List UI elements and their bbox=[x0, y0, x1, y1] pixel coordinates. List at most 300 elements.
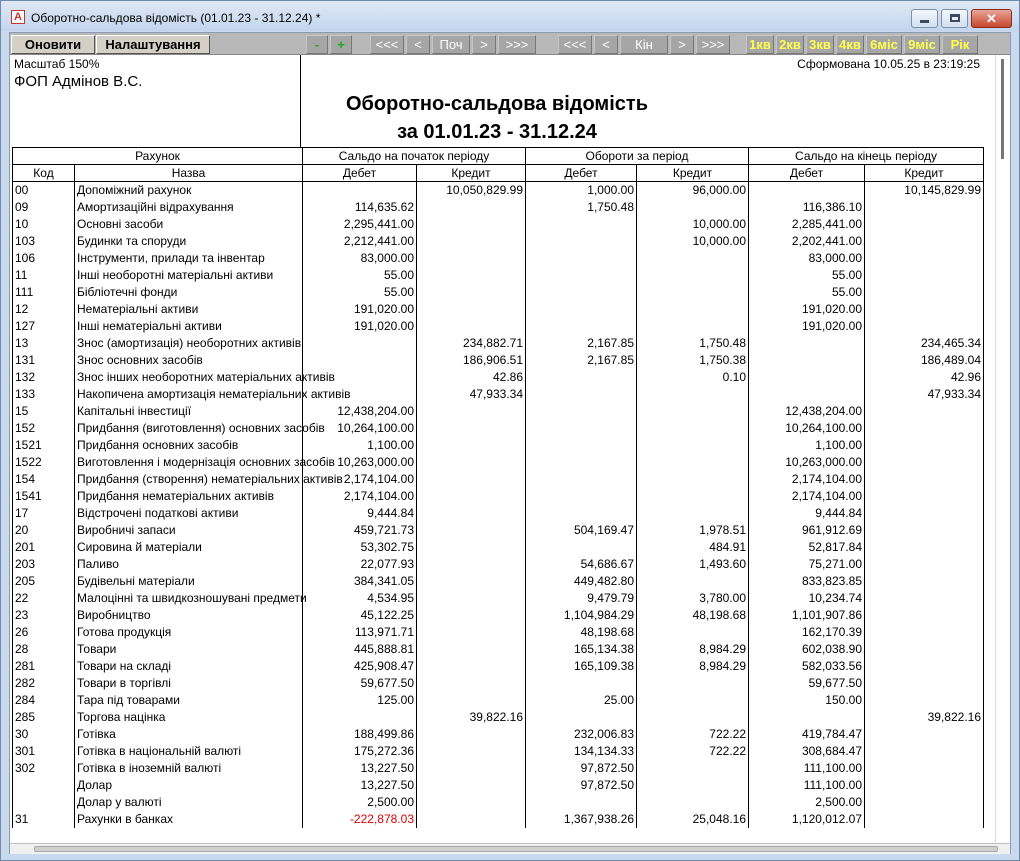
row-code-cell: 154 bbox=[13, 471, 75, 488]
turnover-debit-cell bbox=[526, 250, 637, 267]
row-code-cell: 302 bbox=[13, 760, 75, 777]
settings-button[interactable]: Налаштування bbox=[96, 35, 210, 54]
opening-credit-cell bbox=[417, 301, 526, 318]
opening-credit-cell bbox=[417, 403, 526, 420]
turnover-debit-cell: 134,134.33 bbox=[526, 743, 637, 760]
opening-credit-cell bbox=[417, 692, 526, 709]
opening-credit-cell bbox=[417, 267, 526, 284]
table-row[interactable] bbox=[13, 607, 984, 624]
turnover-credit-cell: 8,984.29 bbox=[637, 658, 749, 675]
turnover-credit-header: Кредит bbox=[637, 165, 749, 182]
closing-debit-cell: 1,120,012.07 bbox=[749, 811, 865, 828]
table-row[interactable] bbox=[13, 369, 984, 386]
opening-credit-cell: 47,933.34 bbox=[417, 386, 526, 403]
table-row[interactable] bbox=[13, 505, 984, 522]
table-row[interactable] bbox=[13, 216, 984, 233]
turnover-credit-cell bbox=[637, 318, 749, 335]
closing-credit-cell bbox=[865, 590, 984, 607]
row-code-cell: 31 bbox=[13, 811, 75, 828]
table-row[interactable] bbox=[13, 573, 984, 590]
closing-debit-cell: 191,020.00 bbox=[749, 301, 865, 318]
closing-credit-cell bbox=[865, 284, 984, 301]
turnover-credit-cell: 48,198.68 bbox=[637, 607, 749, 624]
turnover-debit-cell bbox=[526, 267, 637, 284]
closing-debit-cell: 111,100.00 bbox=[749, 777, 865, 794]
row-code-cell: 28 bbox=[13, 641, 75, 658]
table-row[interactable] bbox=[13, 794, 984, 811]
row-name-cell: Торгова націнка bbox=[75, 709, 303, 726]
closing-debit-cell: 2,202,441.00 bbox=[749, 233, 865, 250]
turnover-credit-cell: 0.10 bbox=[637, 369, 749, 386]
turnover-credit-cell bbox=[637, 403, 749, 420]
table-row[interactable] bbox=[13, 233, 984, 250]
turnover-debit-cell bbox=[526, 437, 637, 454]
opening-credit-cell bbox=[417, 556, 526, 573]
row-code-cell: 201 bbox=[13, 539, 75, 556]
table-row[interactable] bbox=[13, 658, 984, 675]
start-first-button[interactable]: <<< bbox=[370, 35, 404, 54]
turnover-debit-cell: 1,367,938.26 bbox=[526, 811, 637, 828]
opening-debit-cell bbox=[303, 182, 417, 199]
turnover-credit-cell bbox=[637, 675, 749, 692]
opening-credit-cell bbox=[417, 607, 526, 624]
turnover-debit-cell: 1,750.48 bbox=[526, 199, 637, 216]
opening-credit-cell bbox=[417, 743, 526, 760]
closing-credit-cell: 10,145,829.99 bbox=[865, 182, 984, 199]
opening-credit-header: Кредит bbox=[417, 165, 526, 182]
row-name-cell: Інструменти, прилади та інвентар bbox=[75, 250, 303, 267]
row-name-cell: Долар у валюті bbox=[75, 794, 303, 811]
refresh-button[interactable]: Оновити bbox=[11, 35, 95, 54]
closing-credit-cell: 47,933.34 bbox=[865, 386, 984, 403]
turnover-credit-cell bbox=[637, 301, 749, 318]
opening-debit-cell: 55.00 bbox=[303, 284, 417, 301]
opening-debit-cell bbox=[303, 709, 417, 726]
turnover-credit-cell bbox=[637, 284, 749, 301]
table-row[interactable] bbox=[13, 386, 984, 403]
turnover-debit-cell bbox=[526, 369, 637, 386]
turnover-credit-cell bbox=[637, 437, 749, 454]
row-code-cell: 281 bbox=[13, 658, 75, 675]
turnover-debit-cell: 165,109.38 bbox=[526, 658, 637, 675]
turnover-credit-cell bbox=[637, 420, 749, 437]
closing-credit-header: Кредит bbox=[865, 165, 984, 182]
table-row[interactable] bbox=[13, 420, 984, 437]
closing-debit-cell: 75,271.00 bbox=[749, 556, 865, 573]
turnover-credit-cell: 8,984.29 bbox=[637, 641, 749, 658]
end-first-button[interactable]: <<< bbox=[558, 35, 592, 54]
row-code-cell: 1541 bbox=[13, 488, 75, 505]
start-next-button[interactable]: > bbox=[472, 35, 496, 54]
turnover-debit-cell bbox=[526, 233, 637, 250]
closing-debit-cell: 10,263,000.00 bbox=[749, 454, 865, 471]
table-row[interactable] bbox=[13, 488, 984, 505]
end-prev-button[interactable]: < bbox=[594, 35, 618, 54]
opening-credit-cell: 10,050,829.99 bbox=[417, 182, 526, 199]
turnover-debit-cell: 1,000.00 bbox=[526, 182, 637, 199]
row-name-cell: Готівка в національній валюті bbox=[75, 743, 303, 760]
table-row[interactable] bbox=[13, 437, 984, 454]
row-name-cell: Нематеріальні активи bbox=[75, 301, 303, 318]
opening-debit-cell: 2,295,441.00 bbox=[303, 216, 417, 233]
table-row[interactable] bbox=[13, 284, 984, 301]
horizontal-scrollbar[interactable] bbox=[10, 843, 1010, 854]
turnover-credit-cell: 3,780.00 bbox=[637, 590, 749, 607]
row-name-cell: Виробництво bbox=[75, 607, 303, 624]
closing-debit-cell bbox=[749, 709, 865, 726]
turnover-credit-cell: 1,750.38 bbox=[637, 352, 749, 369]
row-code-cell: 152 bbox=[13, 420, 75, 437]
opening-credit-cell bbox=[417, 522, 526, 539]
end-last-button[interactable]: >>> bbox=[696, 35, 730, 54]
opening-debit-cell: 13,227.50 bbox=[303, 777, 417, 794]
closing-credit-cell bbox=[865, 454, 984, 471]
turnover-credit-cell: 96,000.00 bbox=[637, 182, 749, 199]
closing-debit-cell: 55.00 bbox=[749, 267, 865, 284]
opening-credit-cell bbox=[417, 420, 526, 437]
turnover-debit-cell bbox=[526, 675, 637, 692]
table-row[interactable] bbox=[13, 590, 984, 607]
opening-credit-cell bbox=[417, 794, 526, 811]
minimize-button[interactable] bbox=[911, 9, 938, 28]
row-name-cell: Тара під товарами bbox=[75, 692, 303, 709]
turnover-debit-cell bbox=[526, 539, 637, 556]
vertical-scroll-thumb[interactable] bbox=[1001, 59, 1004, 159]
opening-credit-cell bbox=[417, 573, 526, 590]
turnover-credit-cell bbox=[637, 573, 749, 590]
expand-button[interactable]: + bbox=[330, 35, 352, 54]
turnover-debit-cell bbox=[526, 216, 637, 233]
opening-debit-cell: 4,534.95 bbox=[303, 590, 417, 607]
table-row[interactable] bbox=[13, 352, 984, 369]
period-q3-button[interactable]: 3кв bbox=[806, 35, 834, 54]
table-row[interactable] bbox=[13, 709, 984, 726]
opening-credit-cell bbox=[417, 760, 526, 777]
turnover-debit-cell: 54,686.67 bbox=[526, 556, 637, 573]
turnover-credit-cell bbox=[637, 794, 749, 811]
turnover-debit-cell bbox=[526, 471, 637, 488]
closing-credit-cell bbox=[865, 437, 984, 454]
table-row[interactable] bbox=[13, 250, 984, 267]
close-button[interactable] bbox=[971, 9, 1012, 28]
row-name-cell: Долар bbox=[75, 777, 303, 794]
table-row[interactable] bbox=[13, 267, 984, 284]
turnover-credit-cell: 1,750.48 bbox=[637, 335, 749, 352]
minimize-icon bbox=[920, 20, 929, 23]
title-bar[interactable] bbox=[1, 1, 1019, 31]
row-code-cell: 106 bbox=[13, 250, 75, 267]
opening-credit-cell: 186,906.51 bbox=[417, 352, 526, 369]
row-code-cell: 1521 bbox=[13, 437, 75, 454]
row-name-cell: Виготовлення і модернізація основних засобів bbox=[75, 454, 303, 471]
row-name-cell: Капітальні інвестиції bbox=[75, 403, 303, 420]
closing-debit-cell: 111,100.00 bbox=[749, 760, 865, 777]
table-row[interactable] bbox=[13, 301, 984, 318]
table-row[interactable] bbox=[13, 318, 984, 335]
table-row[interactable] bbox=[13, 199, 984, 216]
row-name-cell: Накопичена амортизація нематеріальних активів bbox=[75, 386, 303, 403]
closing-credit-cell bbox=[865, 624, 984, 641]
turnover-credit-cell bbox=[637, 267, 749, 284]
turnover-debit-cell bbox=[526, 454, 637, 471]
closing-debit-cell: 308,684.47 bbox=[749, 743, 865, 760]
opening-credit-cell bbox=[417, 216, 526, 233]
closing-debit-cell: 162,170.39 bbox=[749, 624, 865, 641]
closing-credit-cell bbox=[865, 777, 984, 794]
closing-debit-cell: 1,100.00 bbox=[749, 437, 865, 454]
turnover-credit-cell: 722.22 bbox=[637, 743, 749, 760]
closing-debit-cell: 833,823.85 bbox=[749, 573, 865, 590]
collapse-button[interactable]: - bbox=[306, 35, 328, 54]
closing-credit-cell bbox=[865, 233, 984, 250]
maximize-button[interactable] bbox=[941, 9, 968, 28]
opening-debit-cell bbox=[303, 352, 417, 369]
table-row[interactable] bbox=[13, 641, 984, 658]
opening-debit-cell: 83,000.00 bbox=[303, 250, 417, 267]
opening-debit-cell: 10,264,100.00 bbox=[303, 420, 417, 437]
turnover-debit-cell bbox=[526, 386, 637, 403]
name-header: Назва bbox=[75, 165, 303, 182]
row-name-cell: Будівельні матеріали bbox=[75, 573, 303, 590]
row-name-cell: Бібліотечні фонди bbox=[75, 284, 303, 301]
closing-credit-cell bbox=[865, 301, 984, 318]
opening-debit-cell: 1,100.00 bbox=[303, 437, 417, 454]
row-code-cell: 11 bbox=[13, 267, 75, 284]
turnover-debit-cell bbox=[526, 284, 637, 301]
opening-debit-cell: 13,227.50 bbox=[303, 760, 417, 777]
row-name-cell: Паливо bbox=[75, 556, 303, 573]
turnover-credit-cell: 25,048.16 bbox=[637, 811, 749, 828]
opening-debit-cell: -222,878.03 bbox=[303, 811, 417, 828]
row-code-cell: 133 bbox=[13, 386, 75, 403]
opening-credit-cell bbox=[417, 641, 526, 658]
closing-credit-cell bbox=[865, 539, 984, 556]
closing-debit-cell: 2,174,104.00 bbox=[749, 471, 865, 488]
end-next-button[interactable]: > bbox=[670, 35, 694, 54]
row-name-cell: Готівка в іноземній валюті bbox=[75, 760, 303, 777]
opening-credit-cell bbox=[417, 624, 526, 641]
vertical-scrollbar[interactable] bbox=[995, 55, 1010, 843]
generated-timestamp: Сформована 10.05.25 в 23:19:25 bbox=[797, 57, 980, 71]
table-row[interactable] bbox=[13, 182, 984, 199]
opening-credit-cell bbox=[417, 471, 526, 488]
opening-credit-cell bbox=[417, 675, 526, 692]
zoom-level: Масштаб 150% bbox=[14, 57, 100, 71]
turnover-debit-cell: 2,167.85 bbox=[526, 335, 637, 352]
turnover-credit-cell: 1,978.51 bbox=[637, 522, 749, 539]
row-code-cell: 285 bbox=[13, 709, 75, 726]
closing-debit-cell: 602,038.90 bbox=[749, 641, 865, 658]
closing-credit-cell bbox=[865, 505, 984, 522]
turnover-debit-cell: 97,872.50 bbox=[526, 777, 637, 794]
table-row[interactable] bbox=[13, 522, 984, 539]
closing-credit-cell bbox=[865, 641, 984, 658]
table-row[interactable] bbox=[13, 760, 984, 777]
table-row[interactable] bbox=[13, 539, 984, 556]
row-name-cell: Будинки та споруди bbox=[75, 233, 303, 250]
row-name-cell: Відстрочені податкові активи bbox=[75, 505, 303, 522]
turnover-debit-cell: 232,006.83 bbox=[526, 726, 637, 743]
turnover-debit-cell bbox=[526, 794, 637, 811]
closing-credit-cell bbox=[865, 811, 984, 828]
opening-credit-cell bbox=[417, 590, 526, 607]
opening-credit-cell bbox=[417, 199, 526, 216]
turnover-credit-cell: 10,000.00 bbox=[637, 216, 749, 233]
row-name-cell: Інші нематеріальні активи bbox=[75, 318, 303, 335]
start-last-button[interactable]: >>> bbox=[498, 35, 536, 54]
table-row[interactable] bbox=[13, 335, 984, 352]
table-row[interactable] bbox=[13, 726, 984, 743]
row-name-cell: Придбання нематеріальних активів bbox=[75, 488, 303, 505]
closing-credit-cell: 39,822.16 bbox=[865, 709, 984, 726]
closing-balance-header: Сальдо на кінець періоду bbox=[749, 148, 984, 165]
row-code-cell: 103 bbox=[13, 233, 75, 250]
row-code-cell: 1522 bbox=[13, 454, 75, 471]
turnover-credit-cell: 722.22 bbox=[637, 726, 749, 743]
row-name-cell: Знос основних засобів bbox=[75, 352, 303, 369]
opening-debit-cell: 384,341.05 bbox=[303, 573, 417, 590]
opening-credit-cell bbox=[417, 284, 526, 301]
table-row[interactable] bbox=[13, 777, 984, 794]
turnover-credit-cell bbox=[637, 488, 749, 505]
row-code-cell: 111 bbox=[13, 284, 75, 301]
end-date-button[interactable]: Кін bbox=[620, 35, 668, 54]
company-name: ФОП Адмінов В.С. bbox=[14, 73, 143, 90]
start-date-button[interactable]: Поч bbox=[432, 35, 470, 54]
closing-credit-cell bbox=[865, 726, 984, 743]
opening-credit-cell: 234,882.71 bbox=[417, 335, 526, 352]
row-code-cell bbox=[13, 794, 75, 811]
turnover-debit-cell: 9,479.79 bbox=[526, 590, 637, 607]
opening-debit-cell: 425,908.47 bbox=[303, 658, 417, 675]
opening-debit-cell: 191,020.00 bbox=[303, 318, 417, 335]
closing-debit-cell: 150.00 bbox=[749, 692, 865, 709]
opening-credit-cell bbox=[417, 488, 526, 505]
start-prev-button[interactable]: < bbox=[406, 35, 430, 54]
period-6m-button[interactable]: 6міс bbox=[866, 35, 902, 54]
closing-credit-cell bbox=[865, 403, 984, 420]
row-code-cell: 22 bbox=[13, 590, 75, 607]
closing-debit-cell: 191,020.00 bbox=[749, 318, 865, 335]
turnover-debit-cell: 504,169.47 bbox=[526, 522, 637, 539]
closing-credit-cell bbox=[865, 199, 984, 216]
row-code-cell: 17 bbox=[13, 505, 75, 522]
opening-debit-cell: 2,174,104.00 bbox=[303, 471, 417, 488]
opening-credit-cell bbox=[417, 233, 526, 250]
turnover-credit-cell bbox=[637, 454, 749, 471]
row-name-cell: Товари bbox=[75, 641, 303, 658]
closing-debit-cell: 1,101,907.86 bbox=[749, 607, 865, 624]
closing-debit-cell: 2,174,104.00 bbox=[749, 488, 865, 505]
table-body bbox=[13, 182, 984, 828]
period-q2-button[interactable]: 2кв bbox=[776, 35, 804, 54]
table-row[interactable] bbox=[13, 471, 984, 488]
row-name-cell: Придбання основних засобів bbox=[75, 437, 303, 454]
closing-credit-cell: 42.96 bbox=[865, 369, 984, 386]
table-row[interactable] bbox=[13, 454, 984, 471]
table-row[interactable] bbox=[13, 811, 984, 828]
horizontal-scroll-thumb[interactable] bbox=[34, 846, 998, 852]
row-code-cell: 20 bbox=[13, 522, 75, 539]
report-window-client bbox=[9, 32, 1011, 854]
period-q1-button[interactable]: 1кв bbox=[746, 35, 774, 54]
closing-credit-cell: 234,465.34 bbox=[865, 335, 984, 352]
table-row[interactable] bbox=[13, 624, 984, 641]
closing-credit-cell bbox=[865, 522, 984, 539]
row-name-cell: Допоміжний рахунок bbox=[75, 182, 303, 199]
row-code-cell: 30 bbox=[13, 726, 75, 743]
account-header: Рахунок bbox=[13, 148, 303, 165]
opening-credit-cell bbox=[417, 454, 526, 471]
report-period: за 01.01.23 - 31.12.24 bbox=[397, 121, 597, 143]
row-code-cell: 23 bbox=[13, 607, 75, 624]
opening-credit-cell: 42.86 bbox=[417, 369, 526, 386]
opening-debit-cell: 12,438,204.00 bbox=[303, 403, 417, 420]
closing-debit-cell: 2,500.00 bbox=[749, 794, 865, 811]
turnover-credit-cell: 10,000.00 bbox=[637, 233, 749, 250]
closing-debit-cell: 582,033.56 bbox=[749, 658, 865, 675]
table-row[interactable] bbox=[13, 556, 984, 573]
table-row[interactable] bbox=[13, 692, 984, 709]
closing-credit-cell bbox=[865, 692, 984, 709]
row-code-cell: 26 bbox=[13, 624, 75, 641]
turnover-debit-cell bbox=[526, 709, 637, 726]
turnover-debit-cell bbox=[526, 488, 637, 505]
maximize-icon bbox=[950, 14, 960, 22]
row-code-cell: 13 bbox=[13, 335, 75, 352]
closing-debit-header: Дебет bbox=[749, 165, 865, 182]
turnover-header: Обороти за період bbox=[526, 148, 749, 165]
period-9m-button[interactable]: 9міс bbox=[904, 35, 940, 54]
row-code-cell: 282 bbox=[13, 675, 75, 692]
row-name-cell: Придбання (створення) нематеріальних активів bbox=[75, 471, 303, 488]
opening-debit-cell: 59,677.50 bbox=[303, 675, 417, 692]
turnover-credit-cell: 1,493.60 bbox=[637, 556, 749, 573]
closing-credit-cell bbox=[865, 556, 984, 573]
opening-debit-cell: 445,888.81 bbox=[303, 641, 417, 658]
turnover-debit-cell bbox=[526, 420, 637, 437]
opening-debit-cell: 10,263,000.00 bbox=[303, 454, 417, 471]
closing-credit-cell bbox=[865, 267, 984, 284]
opening-credit-cell bbox=[417, 505, 526, 522]
closing-credit-cell bbox=[865, 794, 984, 811]
table-row[interactable] bbox=[13, 675, 984, 692]
row-code-cell: 301 bbox=[13, 743, 75, 760]
period-year-button[interactable]: Рік bbox=[942, 35, 978, 54]
turnover-credit-cell bbox=[637, 471, 749, 488]
row-name-cell: Сировина й матеріали bbox=[75, 539, 303, 556]
table-row[interactable] bbox=[13, 743, 984, 760]
app-logo-icon: A bbox=[11, 10, 25, 24]
closing-credit-cell bbox=[865, 250, 984, 267]
row-code-cell: 205 bbox=[13, 573, 75, 590]
period-q4-button[interactable]: 4кв bbox=[836, 35, 864, 54]
window-title: Оборотно-сальдова відомість (01.01.23 - 31.12.24) * bbox=[31, 11, 321, 25]
turnover-debit-cell bbox=[526, 301, 637, 318]
opening-debit-cell: 188,499.86 bbox=[303, 726, 417, 743]
closing-credit-cell bbox=[865, 573, 984, 590]
closing-credit-cell bbox=[865, 743, 984, 760]
row-name-cell: Готова продукція bbox=[75, 624, 303, 641]
closing-debit-cell bbox=[749, 369, 865, 386]
opening-debit-cell: 459,721.73 bbox=[303, 522, 417, 539]
closing-debit-cell bbox=[749, 182, 865, 199]
closing-debit-cell: 12,438,204.00 bbox=[749, 403, 865, 420]
opening-credit-cell bbox=[417, 437, 526, 454]
row-name-cell: Товари на складі bbox=[75, 658, 303, 675]
table-row[interactable] bbox=[13, 403, 984, 420]
opening-debit-cell: 22,077.93 bbox=[303, 556, 417, 573]
